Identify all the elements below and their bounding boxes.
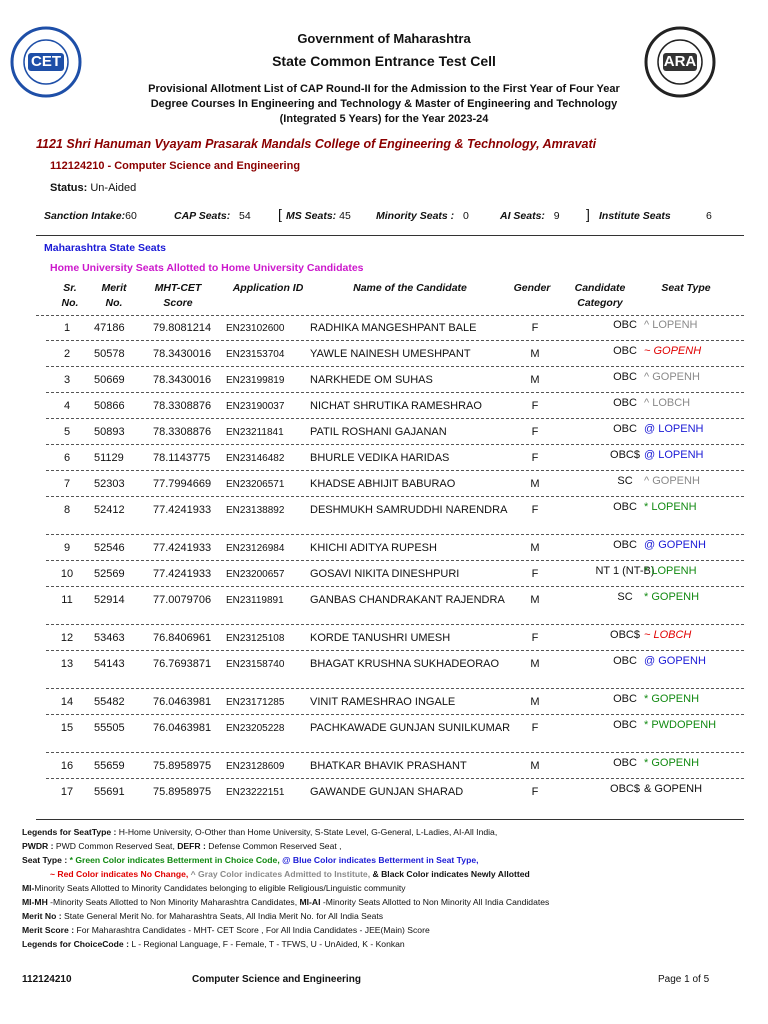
row-divider <box>46 714 744 715</box>
cell-app: EN23125108 <box>226 633 285 644</box>
row-divider <box>46 444 744 445</box>
row-divider <box>46 496 744 497</box>
row-divider <box>46 778 744 779</box>
cell-gender: M <box>530 658 540 670</box>
cell-app: EN23222151 <box>226 787 285 798</box>
legend-divider <box>36 819 744 820</box>
cell-seat: ^ GOPENH <box>644 371 700 383</box>
cell-merit: 55482 <box>94 696 125 708</box>
cell-sr: 4 <box>63 400 71 412</box>
cell-merit: 55659 <box>94 760 125 772</box>
cell-sr: 16 <box>60 760 74 772</box>
cell-merit: 50866 <box>94 400 125 412</box>
cell-app: EN23205228 <box>226 723 285 734</box>
cell-name: KHADSE ABHIJIT BABURAO <box>310 478 456 490</box>
cell-name: KORDE TANUSHRI UMESH <box>310 632 451 644</box>
cell-merit: 52569 <box>94 568 125 580</box>
row-divider <box>46 534 744 535</box>
cell-app: EN23158740 <box>226 659 285 670</box>
cell-sr: 17 <box>60 786 74 798</box>
legend-merit-score: Merit Score : For Maharashtra Candidates - MHT- CET Score , For All India Candidates - JEE(Main) Score <box>22 925 430 935</box>
cell-seat: @ LOPENH <box>644 449 704 461</box>
cell-sr: 9 <box>63 542 71 554</box>
cell-app: EN23206571 <box>226 479 285 490</box>
cell-cat: SC <box>617 475 633 487</box>
cell-gender: M <box>530 542 540 554</box>
cell-sr: 6 <box>63 452 71 464</box>
cell-score: 77.4241933 <box>153 504 212 516</box>
cell-cat: OBC$ <box>610 449 640 461</box>
cell-cat: OBC <box>613 397 637 409</box>
cell-gender: F <box>531 452 539 464</box>
footer-course: Computer Science and Engineering <box>192 974 361 985</box>
cell-app: EN23126984 <box>226 543 285 554</box>
cell-sr: 2 <box>63 348 71 360</box>
legend-seattype: Legends for SeatType : H-Home University, O-Other than Home University, S-State Level, G-General, L-Ladies, AI-All India, <box>22 827 498 837</box>
list-subtitle <box>140 82 628 127</box>
government-title: Government of Maharashtra <box>297 31 471 46</box>
row-divider <box>46 624 744 625</box>
col-seat-type: Seat Type <box>661 282 711 294</box>
ara-logo-text: ARA <box>663 53 697 70</box>
col-sr-no: Sr. No. <box>61 282 79 309</box>
cell-score: 75.8958975 <box>153 786 212 798</box>
cell-seat: ~ LOBCH <box>644 629 692 641</box>
cell-score: 76.7693871 <box>153 658 212 670</box>
cell-score: 77.0079706 <box>153 594 212 606</box>
cell-merit: 50893 <box>94 426 125 438</box>
cell-cat: OBC <box>613 539 637 551</box>
col-candidate-name: Name of the Candidate <box>353 282 467 294</box>
row-divider <box>46 586 744 587</box>
cell-name: PACHKAWADE GUNJAN SUNILKUMAR <box>310 722 511 734</box>
cell-gender: F <box>531 400 539 412</box>
minority-seats: Minority Seats : 0 <box>376 210 469 222</box>
institute-seats-value: 6 <box>706 210 712 222</box>
cell-gender: M <box>530 760 540 772</box>
cell-name: DESHMUKH SAMRUDDHI NARENDRA <box>310 504 508 516</box>
cell-cat: OBC <box>613 719 637 731</box>
cell-score: 76.8406961 <box>153 632 212 644</box>
cell-merit: 55691 <box>94 786 125 798</box>
cell-name: NICHAT SHRUTIKA RAMESHRAO <box>310 400 482 412</box>
cell-cat: SC <box>617 591 633 603</box>
cell-merit: 53463 <box>94 632 125 644</box>
cell-sr: 7 <box>63 478 71 490</box>
cell-app: EN23211841 <box>226 427 284 438</box>
cell-seat: @ GOPENH <box>644 655 706 667</box>
cell-merit: 47186 <box>94 322 125 334</box>
cell-gender: M <box>530 478 540 490</box>
cell-score: 78.1143775 <box>153 452 211 464</box>
subtitle-line: Provisional Allotment List of CAP Round-II for the Admission to the First Year of Four Year <box>148 83 620 95</box>
cell-app: EN23119891 <box>226 595 284 606</box>
col-score: MHT-CET Score <box>154 282 202 309</box>
cell-app: EN23146482 <box>226 453 285 464</box>
cell-name: BHURLE VEDIKA HARIDAS <box>310 452 450 464</box>
section-home-university: Home University Seats Allotted to Home University Candidates <box>50 262 364 274</box>
row-divider <box>46 366 744 367</box>
cell-score: 76.0463981 <box>153 696 212 708</box>
col-category: Candidate Category <box>574 282 626 309</box>
cell-sr: 8 <box>63 504 71 516</box>
cell-sr: 12 <box>60 632 74 644</box>
cell-app: EN23171285 <box>226 697 285 708</box>
cell-score: 75.8958975 <box>153 760 212 772</box>
cell-cat: OBC <box>613 423 637 435</box>
cell-gender: M <box>530 594 540 606</box>
cell-score: 78.3430016 <box>153 374 212 386</box>
cell-cat: OBC <box>613 757 637 769</box>
section-state-seats: Maharashtra State Seats <box>44 242 166 254</box>
cell-score: 77.7994669 <box>153 478 212 490</box>
cell-merit: 55505 <box>94 722 125 734</box>
cell-cat: OBC <box>613 345 637 357</box>
cell-name: YAWLE NAINESH UMESHPANT <box>310 348 471 360</box>
cell-seat: ^ LOBCH <box>644 397 691 409</box>
cell-gender: F <box>531 426 539 438</box>
cell-score: 79.8081214 <box>153 322 212 334</box>
cell-name: PATIL ROSHANI GAJANAN <box>310 426 447 438</box>
cell-seat: * GOPENH <box>644 757 700 769</box>
row-divider <box>46 650 744 651</box>
cell-merit: 50578 <box>94 348 125 360</box>
row-divider <box>46 340 744 341</box>
footer-page: Page 1 of 5 <box>658 974 710 985</box>
cell-sr: 1 <box>63 322 71 334</box>
cell-name: BHATKAR BHAVIK PRASHANT <box>310 760 467 772</box>
cell-seat: @ LOPENH <box>644 423 704 435</box>
cell-seat: * GOPENH <box>644 693 700 705</box>
institute-seats: Institute Seats <box>599 210 671 222</box>
legend-seat-colors-2: ~ Red Color indicates No Change, ^ Gray Color indicates Admitted to Institute, & Black Color indicates Newly Allotted <box>50 869 530 879</box>
cell-score: 77.4241933 <box>153 542 212 554</box>
row-divider <box>46 470 744 471</box>
cell-cat: OBC <box>613 501 637 513</box>
legend-pwdr: PWDR : PWD Common Reserved Seat, DEFR : Defense Common Reserved Seat , <box>22 841 342 851</box>
cell-sr: 11 <box>61 594 73 606</box>
college-title: 1121 Shri Hanuman Vyayam Prasarak Mandals College of Engineering & Technology, Amravati <box>36 137 597 151</box>
cell-cat: OBC$ <box>610 629 640 641</box>
cell-merit: 54143 <box>94 658 125 670</box>
cap-seats: CAP Seats: 54 <box>174 210 251 222</box>
subtitle-line: Degree Courses In Engineering and Technology & Master of Engineering and Technology <box>150 98 618 110</box>
cell-merit: 52412 <box>94 504 125 516</box>
cell-gender: M <box>530 374 540 386</box>
col-application-id: Application ID <box>232 282 304 294</box>
cell-gender: F <box>531 504 539 516</box>
cell-sr: 14 <box>60 696 74 708</box>
cell-app: EN23190037 <box>226 401 285 412</box>
cell-cat: OBC$ <box>610 783 640 795</box>
ai-seats: AI Seats: 9 <box>500 210 560 222</box>
cell-app: EN23138892 <box>226 505 285 516</box>
cell-merit: 51129 <box>94 452 124 464</box>
cell-name: GANBAS CHANDRAKANT RAJENDRA <box>310 594 505 606</box>
cell-score: 78.3430016 <box>153 348 212 360</box>
cell-seat: * PWDOPENH <box>644 719 717 731</box>
cell-cat: OBC <box>613 371 637 383</box>
cell-seat: ~ GOPENH <box>644 345 702 357</box>
cell-merit: 52914 <box>94 594 125 606</box>
cell-seat: * GOPENH <box>644 591 700 603</box>
cell-seat: & GOPENH <box>644 783 703 795</box>
cell-gender: F <box>531 322 539 334</box>
status-label: Status: <box>50 182 88 194</box>
cell-gender: M <box>530 696 540 708</box>
cell-app: EN23128609 <box>226 761 285 772</box>
col-gender: Gender <box>513 282 551 294</box>
cell-score: 78.3308876 <box>153 426 212 438</box>
cell-score: 78.3308876 <box>153 400 212 412</box>
cet-logo-text: CET <box>31 53 61 70</box>
course-title: 112124210 - Computer Science and Engineering <box>50 160 301 172</box>
row-divider <box>46 418 744 419</box>
footer-code: 112124210 <box>22 974 72 985</box>
legend-merit-no: Merit No : State General Merit No. for Maharashtra Seats, All India Merit No. for All India Seats <box>22 911 384 921</box>
cell-gender: F <box>531 568 539 580</box>
cell-seat: ^ GOPENH <box>644 475 700 487</box>
cell-merit: 52303 <box>94 478 125 490</box>
sanction-intake: Sanction Intake:60 <box>44 210 137 222</box>
cell-name: KHICHI ADITYA RUPESH <box>310 542 437 554</box>
divider <box>36 235 744 236</box>
cell-sr: 15 <box>60 722 74 734</box>
legend-mi: MI-Minority Seats Allotted to Minority Candidates belonging to eligible Religious/Linguistic community <box>22 883 406 893</box>
cell-cat: OBC <box>613 655 637 667</box>
cell-gender: F <box>531 632 539 644</box>
cell-sr: 5 <box>63 426 71 438</box>
cell-app: EN23199819 <box>226 375 285 386</box>
ms-close-bracket: ] <box>586 206 590 222</box>
cell-merit: 50669 <box>94 374 125 386</box>
cell-sr: 13 <box>60 658 74 670</box>
cell-name: GOSAVI NIKITA DINESHPURI <box>310 568 460 580</box>
cell-cat: OBC <box>613 319 637 331</box>
subtitle-line: (Integrated 5 Years) for the Year 2023-24 <box>279 113 489 125</box>
col-merit-no: Merit No. <box>101 282 127 309</box>
cell-sr: 10 <box>60 568 74 580</box>
ms-seats: MS Seats: 45 <box>286 210 351 222</box>
cell-name: NARKHEDE OM SUHAS <box>310 374 433 386</box>
cell-name: BHAGAT KRUSHNA SUKHADEORAO <box>310 658 500 670</box>
cell-seat: * LOPENH <box>644 565 697 577</box>
cell-seat: ^ LOPENH <box>644 319 698 331</box>
row-divider <box>46 392 744 393</box>
cell-score: 76.0463981 <box>153 722 212 734</box>
legend-mimh: MI-MH -Minority Seats Allotted to Non Minority Maharashtra Candidates, MI-AI -Minority Seats Allotted to Non Minority All India Candidates <box>22 897 550 907</box>
cell-app: EN23102600 <box>226 323 285 334</box>
cell-gender: F <box>531 786 539 798</box>
cell-seat: * LOPENH <box>644 501 697 513</box>
cell-score: 77.4241933 <box>153 568 212 580</box>
row-divider <box>46 560 744 561</box>
cell-app: EN23200657 <box>226 569 285 580</box>
cell-gender: F <box>531 722 539 734</box>
cell-gender: M <box>530 348 540 360</box>
status-line <box>50 182 136 194</box>
row-divider <box>46 688 744 689</box>
cell-app: EN23153704 <box>226 349 285 360</box>
legend <box>22 825 752 951</box>
cell-title: State Common Entrance Test Cell <box>272 53 496 69</box>
legend-choice-code: Legends for ChoiceCode : L - Regional Language, F - Female, T - TFWS, U - UnAided, K - Konkan <box>22 939 405 949</box>
cell-name: VINIT RAMESHRAO INGALE <box>310 696 456 708</box>
row-divider <box>46 752 744 753</box>
cell-seat: @ GOPENH <box>644 539 706 551</box>
cell-merit: 52546 <box>94 542 125 554</box>
cell-sr: 3 <box>63 374 71 386</box>
cell-cat: OBC <box>613 693 637 705</box>
status-value: Un-Aided <box>90 182 137 194</box>
ms-open-bracket: [ <box>278 206 282 222</box>
header-divider <box>36 315 744 316</box>
cell-name: GAWANDE GUNJAN SHARAD <box>310 786 464 798</box>
cell-cat: NT 1 (NT-B) <box>595 565 655 577</box>
legend-seat-colors: Seat Type : * Green Color indicates Betterment in Choice Code, @ Blue Color indicates Betterment in Seat Type, <box>22 855 479 865</box>
cell-name: RADHIKA MANGESHPANT BALE <box>310 322 477 334</box>
